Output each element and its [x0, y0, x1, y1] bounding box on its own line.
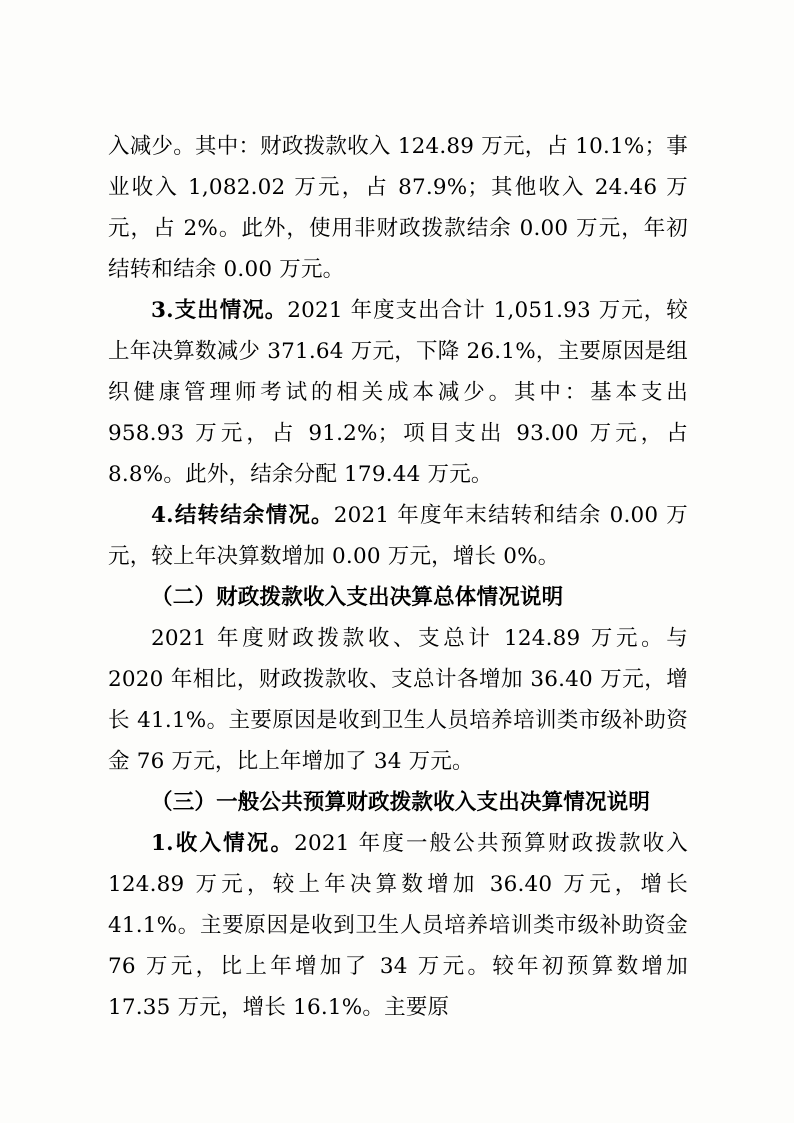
- document-body: [108, 126, 688, 1028]
- paragraph-expenditure: [108, 290, 688, 495]
- section-heading-three: [108, 782, 688, 823]
- paragraph-appropriation-total: [108, 618, 688, 782]
- paragraph-heading-label: 4.结转结余情况。: [151, 503, 334, 528]
- paragraph-text: 入减少。其中：财政拨款收入 124.89 万元，占 10.1%；事业收入 1,082.02 万元，占 87.9%；其他收入 24.46 万元，占 2%。此外，使用非财政拨款结余 0.00 万元，年初结转和结余 0.00 万元。: [108, 134, 688, 282]
- paragraph-text: 2021 年度一般公共预算财政拨款收入 124.89 万元，较上年决算数增加 36.40 万元，增长 41.1%。主要原因是收到卫生人员培养培训类市级补助资金 76 万元，比上年增加了 34 万元。较年初预算数增加 17.35 万元，增长 16.1%。主要原: [108, 831, 688, 1020]
- section-heading-label: （三）一般公共预算财政拨款收入支出决算情况说明: [151, 790, 651, 815]
- paragraph-carryover: [108, 495, 688, 577]
- paragraph-text: 2021 年度财政拨款收、支总计 124.89 万元。与 2020 年相比，财政拨款收、支总计各增加 36.40 万元，增长 41.1%。主要原因是收到卫生人员培养培训类市级补助资金 76 万元，比上年增加了 34 万元。: [108, 626, 688, 774]
- section-heading-label: （二）财政拨款收入支出决算总体情况说明: [151, 585, 564, 610]
- section-heading-two: [108, 577, 688, 618]
- paragraph-text: 2021 年度支出合计 1,051.93 万元，较上年决算数减少 371.64 万元，下降 26.1%，主要原因是组织健康管理师考试的相关成本减少。其中：基本支出 958.93 万元，占 91.2%；项目支出 93.00 万元，占 8.8%。此外，结余分配 179.44 万元。: [108, 298, 688, 487]
- paragraph-heading-label: 1.收入情况。: [151, 831, 295, 856]
- paragraph-heading-label: 3.支出情况。: [151, 298, 288, 323]
- paragraph-text: 2021 年度年末结转和结余 0.00 万元，较上年决算数增加 0.00 万元，增长 0%。: [108, 503, 688, 569]
- paragraph-income: [108, 823, 688, 1028]
- paragraph-continuation: [108, 126, 688, 290]
